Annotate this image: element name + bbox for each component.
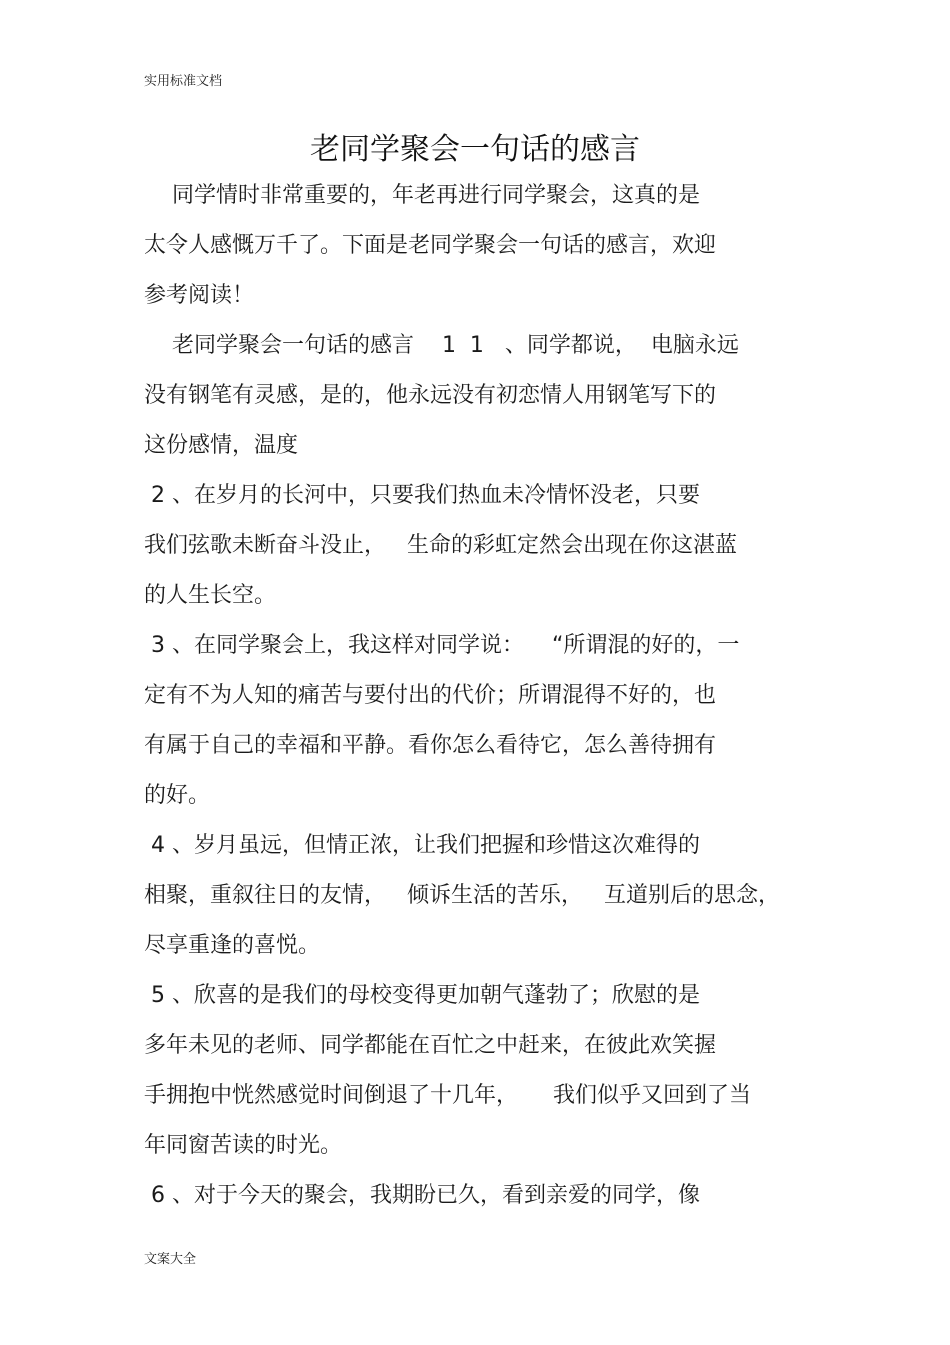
text-line: 这份感情，温度 — [144, 433, 299, 458]
text-line: 尽享重逢的喜悦。 — [144, 933, 321, 958]
document-title: 老同学聚会一句话的感言 — [310, 132, 640, 167]
text-line: 没有钢笔有灵感，是的，他永远没有初恋情人用钢笔写下的 — [144, 383, 717, 408]
text-line: 参考阅读！ — [144, 283, 255, 308]
text-line: 2 、在岁月的长河中，只要我们热血未冷情怀没老，只要 — [144, 483, 700, 508]
text-line: 手拥抱中恍然感觉时间倒退了十几年， 我们似乎又回到了当 — [144, 1083, 751, 1108]
text-line: 相聚，重叙往日的友情， 倾诉生活的苦乐， 互道别后的思念， — [144, 883, 780, 908]
text-line: 5 、欣喜的是我们的母校变得更加朝气蓬勃了；欣慰的是 — [144, 983, 700, 1008]
text-line: 4 、岁月虽远，但情正浓，让我们把握和珍惜这次难得的 — [144, 833, 700, 858]
text-line: 定有不为人知的痛苦与要付出的代价；所谓混得不好的，也 — [144, 683, 717, 708]
text-line: 有属于自己的幸福和平静。看你怎么看待它，怎么善待拥有 — [144, 733, 717, 758]
text-line: 我们弦歌未断奋斗没止， 生命的彩虹定然会出现在你这湛蓝 — [144, 533, 737, 558]
page-footer: 文案大全 — [144, 1252, 197, 1267]
page-header: 实用标准文档 — [144, 74, 223, 89]
text-line: 的人生长空。 — [144, 583, 277, 608]
text-line: 多年未见的老师、同学都能在百忙之中赶来，在彼此欢笑握 — [144, 1033, 717, 1058]
text-line: 的好。 — [144, 783, 211, 808]
text-line: 3 、在同学聚会上，我这样对同学说： “所谓混的好的，一 — [144, 633, 740, 658]
text-line: 老同学聚会一句话的感言 1 1 、同学都说， 电脑永远 — [144, 333, 739, 358]
text-line: 6 、对于今天的聚会，我期盼已久，看到亲爱的同学，像 — [144, 1183, 700, 1208]
text-line: 年同窗苦读的时光。 — [144, 1133, 343, 1158]
text-line: 太令人感慨万千了。下面是老同学聚会一句话的感言，欢迎 — [144, 233, 717, 258]
text-line: 同学情时非常重要的，年老再进行同学聚会，这真的是 — [144, 183, 700, 208]
